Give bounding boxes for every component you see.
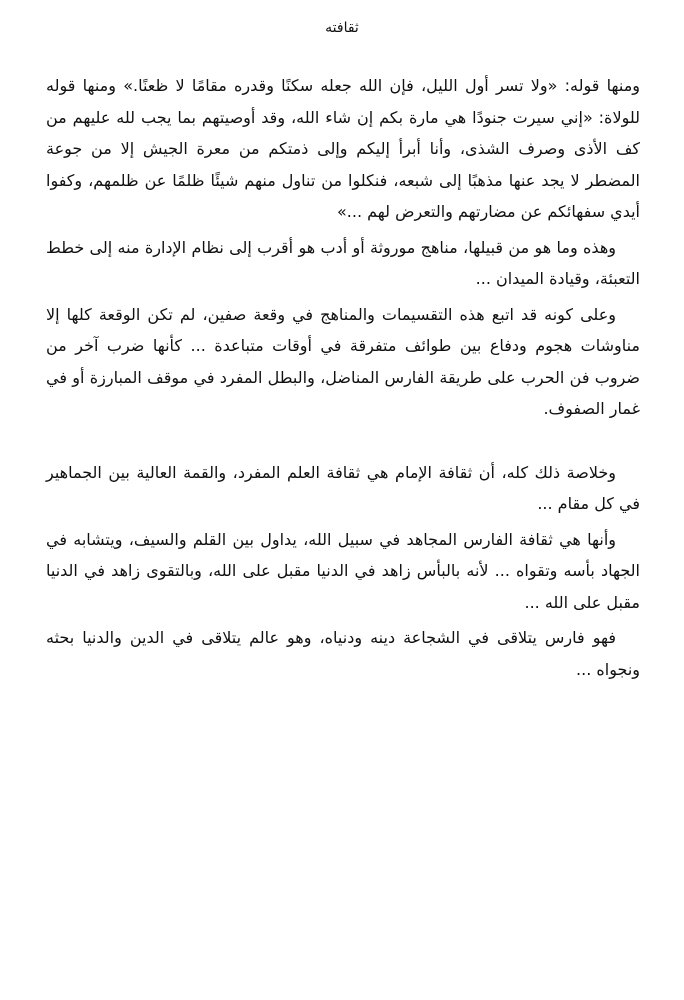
paragraph-siffin: وعلى كونه قد اتبع هذه التقسيمات والمناهج في وقعة صفين، لم تكن الوقعة كلها إلا مناوشات هجوم ودفاع بين طوائف متفرقة في أوقات متباعدة ... كأنها ضرب آخر من ضروب فن الحرب على طريقة الفارس المناضل، والبطل المفرد في موقف المبارزة أو في غمار الصفوف. bbox=[46, 304, 640, 418]
paragraph-quotes: ومنها قوله: «ولا تسر أول الليل، فإن الله جعله سكنًا وقدره مقامًا لا ظعنًا.» ومنها قوله للولاة: «إني سيرت جنودًا هي مارة بكم إن شاء الله، وقد أوصيتهم بما يجب لله عليهم من كف الأذى وصرف الشذى، وأنا أبرأ إليكم وإلى ذمتكم من معرة الجيش إلا من جوعة المضطر لا يجد عنها مذهبًا إلى شبعه، فنكلوا من تناول منهم شيئًا ظلمًا عن ظلمهم، وكفوا أيدي سفهائكم عن مضارتهم والتعرض لهم ...» bbox=[46, 76, 640, 221]
paragraph-knight-scholar: فهو فارس يتلاقى في الشجاعة دينه ودنياه، وهو عالم يتلاقى في الدين والدنيا بحثه ونجواه ... bbox=[46, 628, 640, 679]
paragraph-knight-culture: وأنها هي ثقافة الفارس المجاهد في سبيل الله، يداول بين القلم والسيف، ويتشابه في الجهاد بأسه وتقواه ... لأنه بالبأس زاهد في الدنيا مقبل على الله، وبالتقوى زاهد في الدنيا مقبل على الله ... bbox=[46, 529, 640, 612]
paragraph-administration: وهذه وما هو من قبيلها، مناهج موروثة أو أدب هو أقرب إلى نظام الإدارة منه إلى خطط التعبئة، وقيادة الميدان ... bbox=[46, 237, 640, 288]
body-text bbox=[46, 70, 640, 689]
running-header-title: ثقافته bbox=[325, 20, 359, 36]
section-gap bbox=[46, 429, 640, 457]
paragraph-conclusion: وخلاصة ذلك كله، أن ثقافة الإمام هي ثقافة العلم المفرد، والقمة العالية بين الجماهير في كل مقام ... bbox=[46, 462, 640, 513]
